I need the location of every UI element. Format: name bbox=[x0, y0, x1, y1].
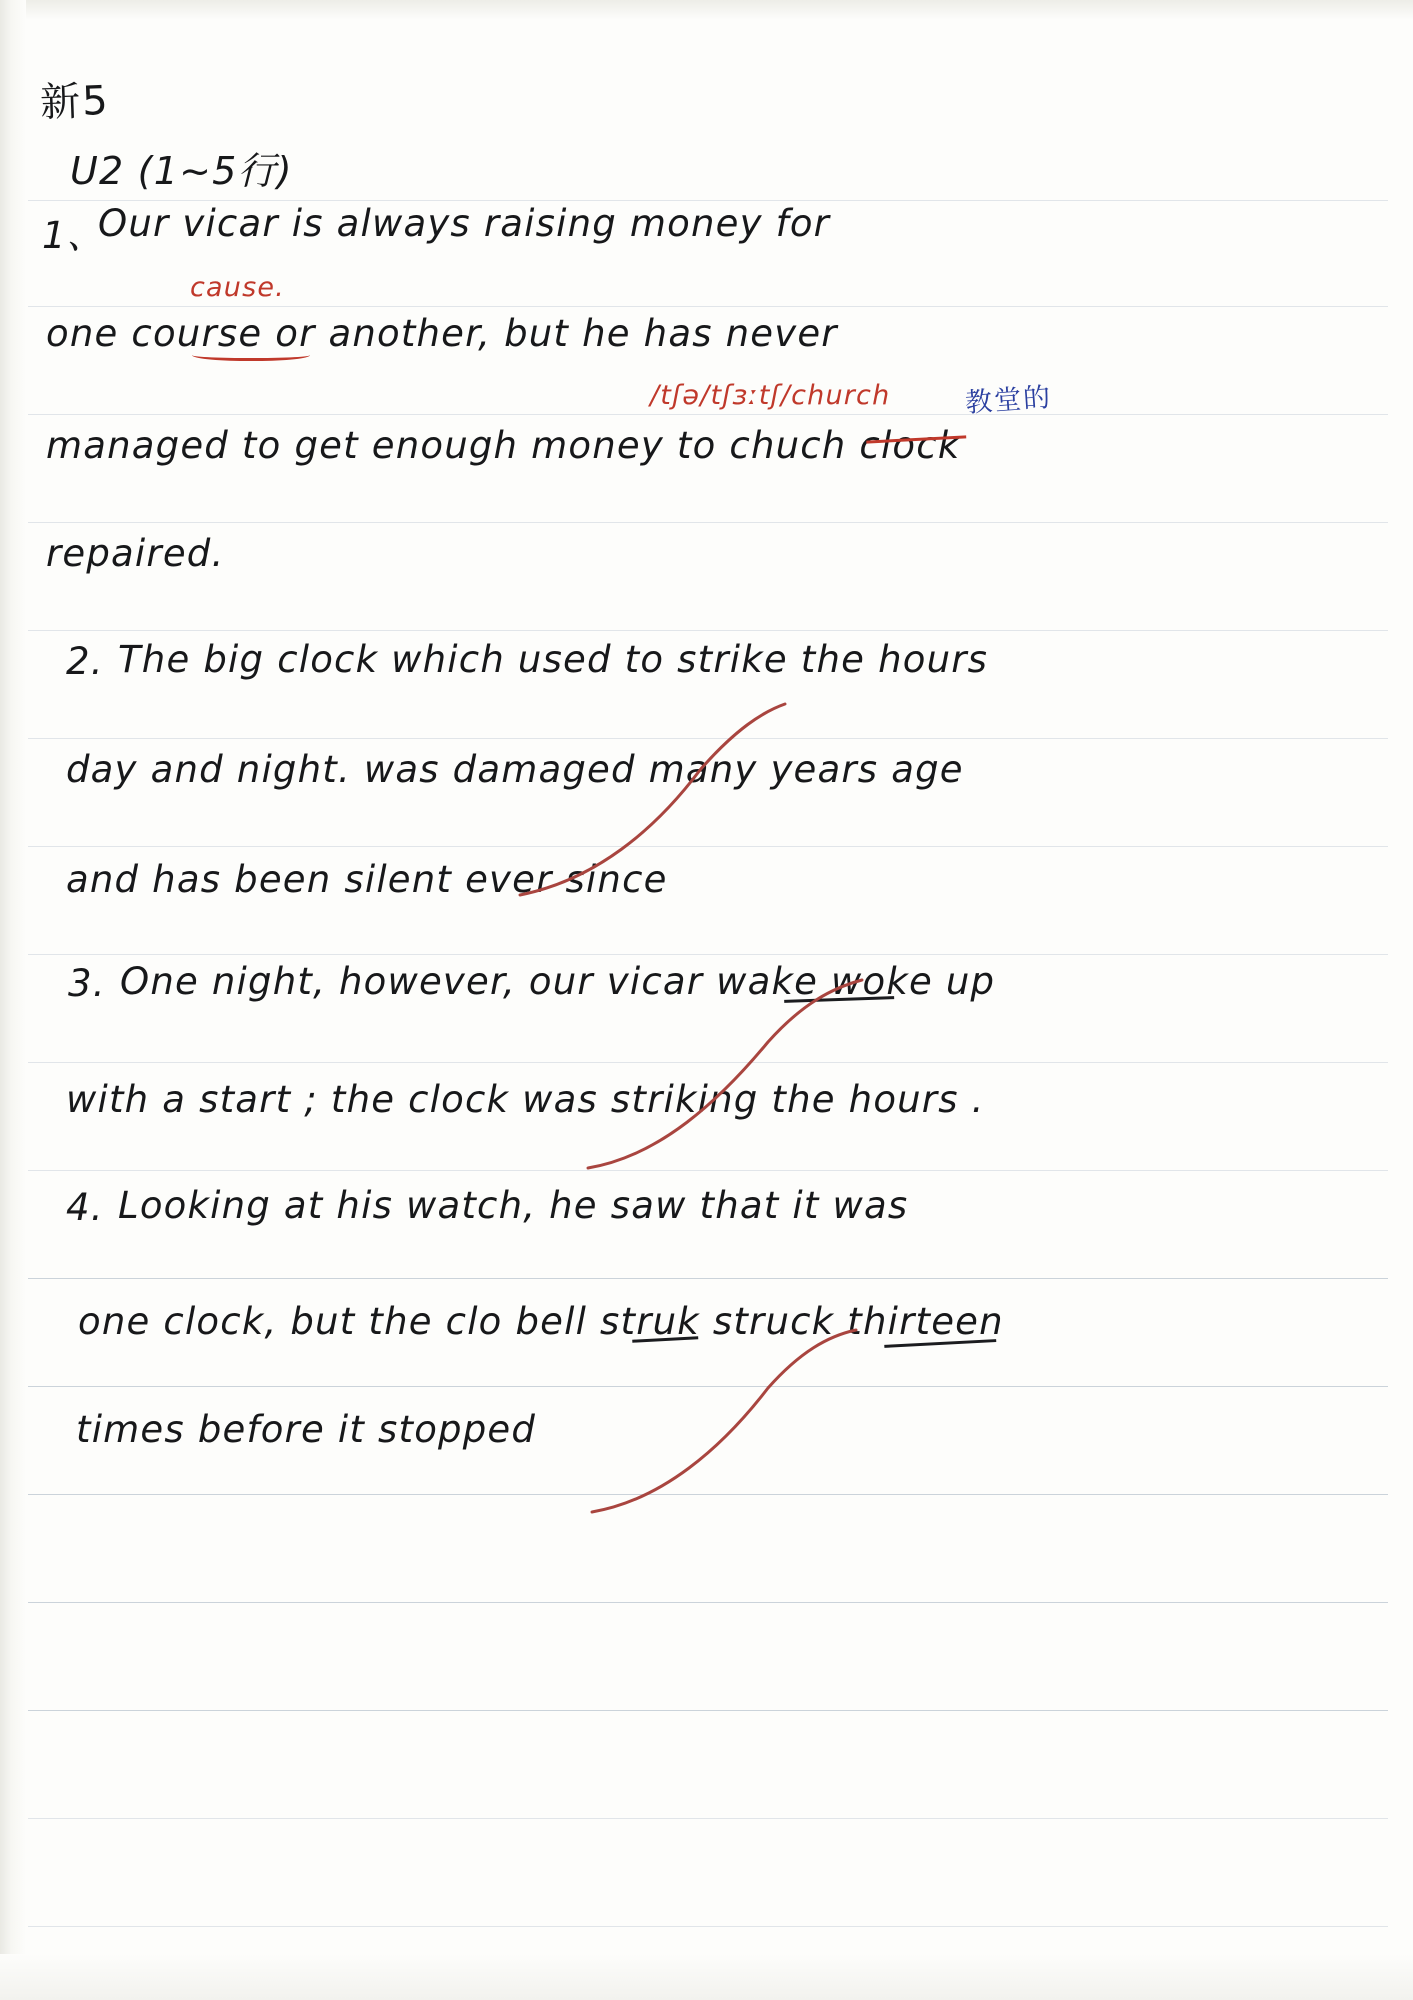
sentence-1-line-1: Our vicar is always raising money for bbox=[98, 202, 831, 245]
paper-edge-bottom bbox=[0, 1954, 1413, 2000]
rule-line bbox=[28, 1710, 1388, 1711]
rule-line bbox=[28, 414, 1388, 415]
sentence-4-line-1: Looking at his watch, he saw that it was bbox=[118, 1184, 909, 1227]
sentence-2-line-1: The big clock which used to strike the hours bbox=[118, 638, 989, 681]
sentence-2-line-2: day and night. was damaged many years age bbox=[66, 748, 964, 791]
correction-chinese-note: 教堂的 bbox=[964, 381, 1054, 419]
course-label: 新5 bbox=[39, 77, 111, 127]
paper-edge-left bbox=[0, 0, 26, 2000]
sentence-1-number: 1、 bbox=[42, 214, 105, 257]
correction-sweep-stroke-3 bbox=[570, 980, 910, 1180]
sentence-1-line-2: one course or another, but he has never bbox=[46, 312, 838, 355]
sentence-2-line-3: and has been silent ever since bbox=[66, 858, 668, 901]
rule-line bbox=[28, 1926, 1388, 1927]
rule-line bbox=[28, 1278, 1388, 1279]
sentence-4-number: 4. bbox=[66, 1186, 104, 1229]
sentence-3-number: 3. bbox=[68, 962, 106, 1005]
sentence-4-line-3: times before it stopped bbox=[76, 1408, 537, 1451]
rule-line bbox=[28, 522, 1388, 523]
rule-line bbox=[28, 1602, 1388, 1603]
sentence-1-line-3: managed to get enough money to chuch clock bbox=[46, 424, 961, 467]
sentence-1-line-4: repaired. bbox=[46, 532, 225, 575]
rule-line bbox=[28, 954, 1388, 955]
rule-line bbox=[28, 1818, 1388, 1819]
rule-line bbox=[28, 630, 1388, 631]
paper-edge-top bbox=[0, 0, 1413, 20]
sentence-3-line-1: One night, however, our vicar wake woke up bbox=[120, 960, 996, 1003]
correction-sweep-stroke-2 bbox=[500, 700, 840, 910]
sentence-4-line-2: one clock, but the clo bell struk struck thirteen bbox=[78, 1300, 1004, 1343]
rule-line bbox=[28, 200, 1388, 201]
sentence-2-number: 2. bbox=[66, 640, 104, 683]
rule-line bbox=[28, 306, 1388, 307]
correction-phonetic-church: /tʃə/tʃɜːtʃ/church bbox=[650, 380, 891, 411]
sentence-3-line-2: with a start ; the clock was striking the hours . bbox=[66, 1078, 985, 1121]
unit-label: U2 (1~5行) bbox=[70, 149, 293, 193]
correction-sweep-stroke-4 bbox=[580, 1330, 900, 1530]
correction-underline-course bbox=[192, 348, 310, 361]
correction-cause: cause. bbox=[190, 272, 285, 303]
